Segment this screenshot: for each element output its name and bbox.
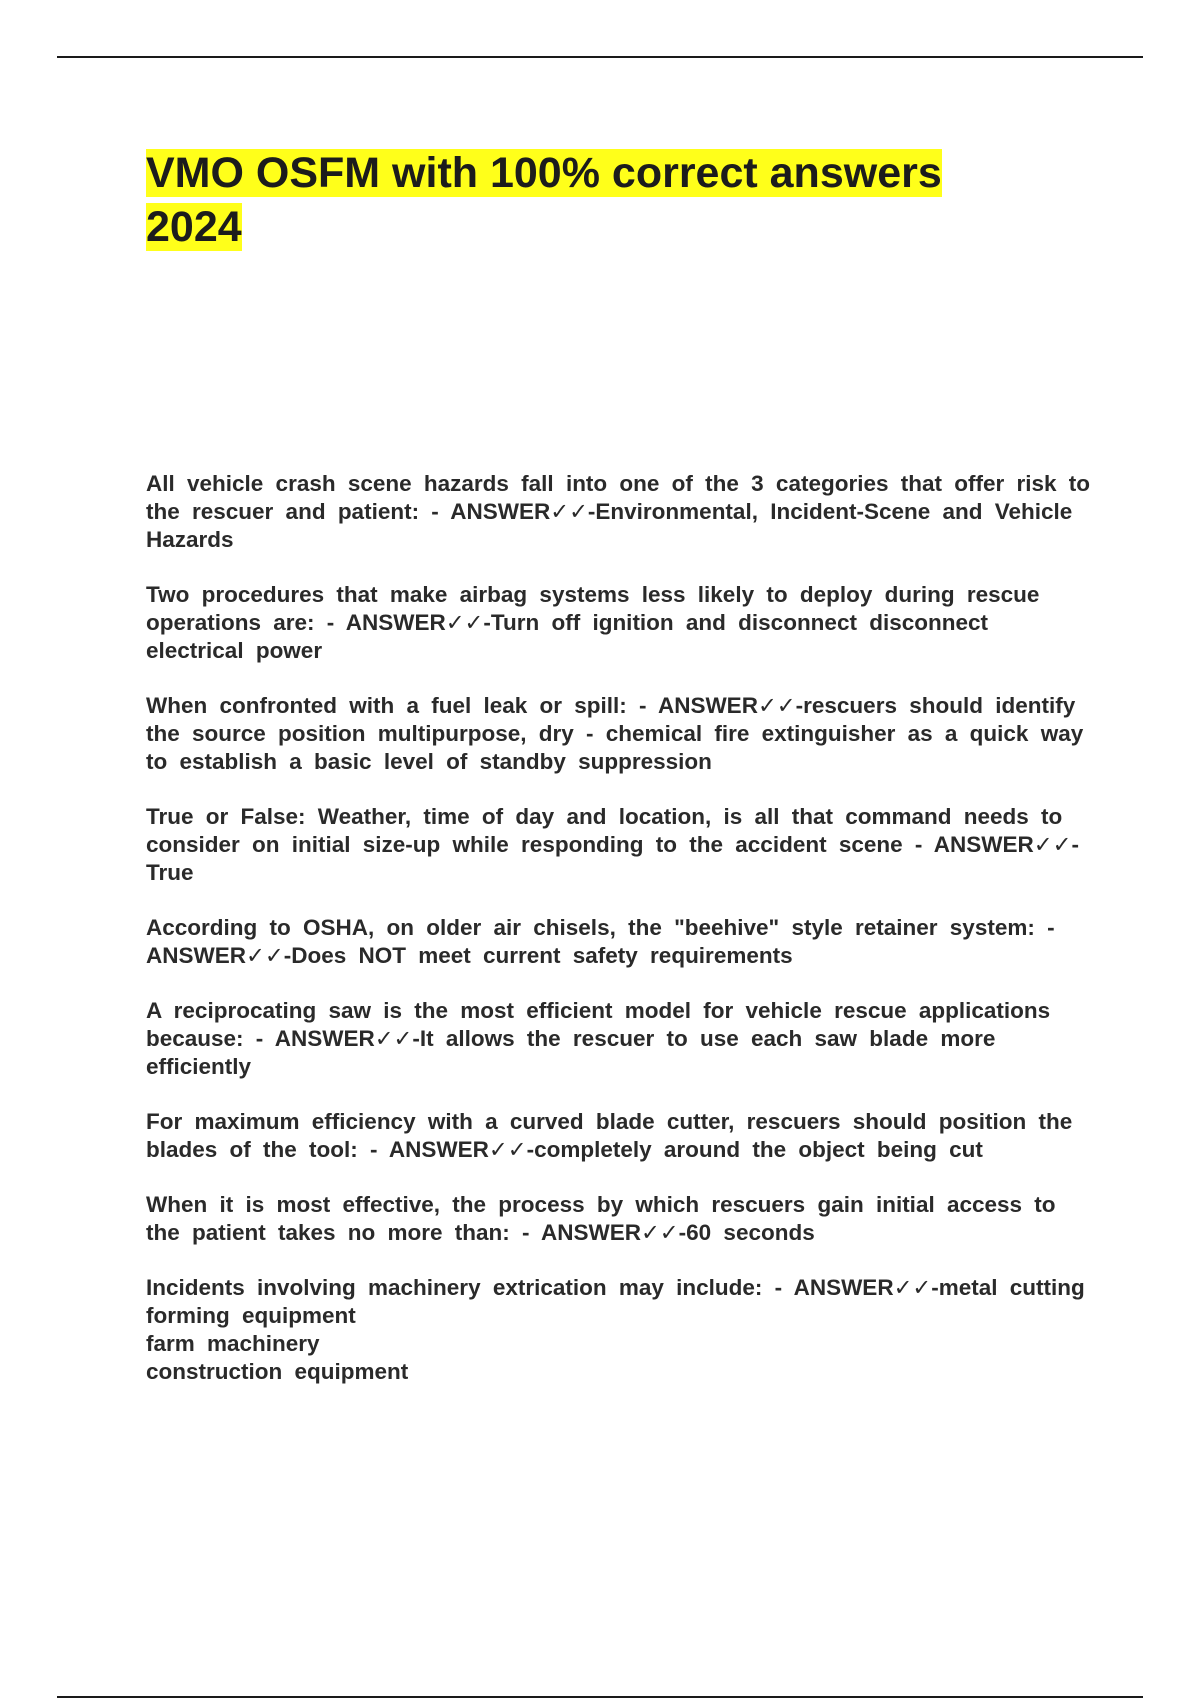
title-highlight: VMO OSFM with 100% correct answers 2024 bbox=[146, 149, 942, 251]
bottom-rule bbox=[57, 1696, 1143, 1698]
top-rule bbox=[57, 56, 1143, 58]
qa-entry: Two procedures that make airbag systems less likely to deploy during rescue operations are: - ANSWER✓✓-Turn off ignition and disconnect disconnect electrical power bbox=[146, 582, 1040, 663]
qa-entry: When it is most effective, the process by which rescuers gain initial access to the patient takes no more than: - ANSWER✓✓-60 seconds bbox=[146, 1192, 1056, 1245]
qa-entry: True or False: Weather, time of day and location, is all that command needs to consider on initial size-up while responding to the accident scene - ANSWER✓✓-True bbox=[146, 804, 1079, 885]
qa-entry: When confronted with a fuel leak or spill: - ANSWER✓✓-rescuers should identify the source position multipurpose, dry - chemical fire extinguisher as a quick way to establish a basic level of standby suppression bbox=[146, 693, 1084, 774]
qa-entry: Incidents involving machinery extrication may include: - ANSWER✓✓-metal cutting forming equipment farm machinery construction equipment bbox=[146, 1275, 1085, 1384]
qa-entry: All vehicle crash scene hazards fall into one of the 3 categories that offer risk to the rescuer and patient: - ANSWER✓✓-Environmental, Incident-Scene and Vehicle Hazards bbox=[146, 471, 1091, 552]
title-block bbox=[146, 146, 1046, 254]
qa-entry: A reciprocating saw is the most efficient model for vehicle rescue applications because: - ANSWER✓✓-It allows the rescuer to use each saw blade more efficiently bbox=[146, 998, 1051, 1079]
document-title bbox=[146, 146, 1046, 254]
qa-entry: For maximum efficiency with a curved blade cutter, rescuers should position the blades of the tool: - ANSWER✓✓-completely around the object being cut bbox=[146, 1109, 1073, 1162]
qa-entry: According to OSHA, on older air chisels, the "beehive" style retainer system: - ANSWER✓✓-Does NOT meet current safety requirements bbox=[146, 915, 1055, 968]
qa-list bbox=[146, 470, 1094, 1413]
